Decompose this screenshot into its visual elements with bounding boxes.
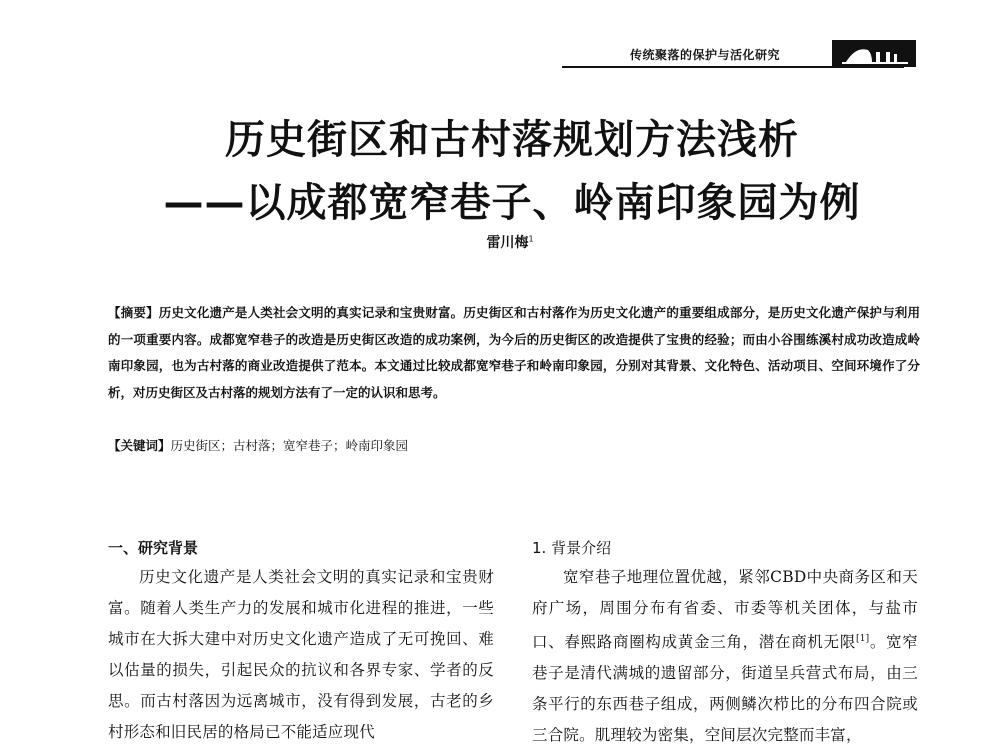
citation-mark: [1]: [856, 634, 870, 644]
paragraph-text-a: 宽窄巷子地理位置优越，紧邻CBD中央商务区和天府广场，周围分布有省委、市委等机关团体，与盐市口、春熙路商圈构成黄金三角，潜在商机无限: [532, 568, 918, 652]
section-body-left: [108, 562, 494, 748]
paragraph-text-b: 。宽窄巷子是清代满城的遗留部分，街道呈兵营式布局，由三条平行的东西巷子组成，两侧鳞次栉比的分布四合院或三合院。肌理较为密集，空间层次完整而丰富，: [532, 633, 918, 745]
section-body-right: [532, 562, 918, 751]
abstract: [108, 300, 920, 406]
keywords-label: 【关键词】: [108, 438, 171, 453]
author-name: 雷川梅: [486, 235, 529, 251]
header-rule: [562, 66, 904, 68]
paragraph: 历史文化遗产是人类社会文明的真实记录和宝贵财富。随着人类生产力的发展和城市化进程的推进，一些城市在大拆大建中对历史文化遗产造成了无可挽回、难以估量的损失，引起民众的抗议和各界专家、学者的反思。而古村落因为远离城市，没有得到发展，古老的乡村形态和旧民居的格局已不能适应现代: [108, 568, 494, 741]
paragraph: [532, 562, 918, 751]
abstract-text: 历史文化遗产是人类社会文明的真实记录和宝贵财富。历史街区和古村落作为历史文化遗产的重要组成部分，是历史文化遗产保护与利用的一项重要内容。成都宽窄巷子的改造是历史街区改造的成功案例，为今后的历史街区的改造提供了宝贵的经验；而由小谷围练溪村成功改造成岭南印象园，也为古村落的商业改造提供了范本。本文通过比较成都宽窄巷子和岭南印象园，分别对其背景、文化特色、活动项目、空间环境作了分析，对历史街区及古村落的规划方法有了一定的认识和思考。: [108, 305, 920, 400]
subsection-heading-intro: 1. 背景介绍: [532, 539, 612, 557]
abstract-label: 【摘要】: [108, 305, 159, 320]
keywords: [108, 436, 920, 454]
running-header-title: 传统聚落的保护与活化研究: [630, 48, 781, 62]
keywords-list: 历史街区；古村落；宽窄巷子；岭南印象园: [170, 438, 409, 453]
author-line: [0, 232, 1000, 252]
paper-title: 历史街区和古村落规划方法浅析: [225, 117, 799, 163]
affiliation-mark: 1: [528, 234, 534, 244]
paper-subtitle: ——以成都宽窄巷子、岭南印象园为例: [163, 180, 861, 226]
pavilion-logo-icon: [832, 40, 916, 67]
section-heading-background: 一、研究背景: [108, 539, 199, 557]
